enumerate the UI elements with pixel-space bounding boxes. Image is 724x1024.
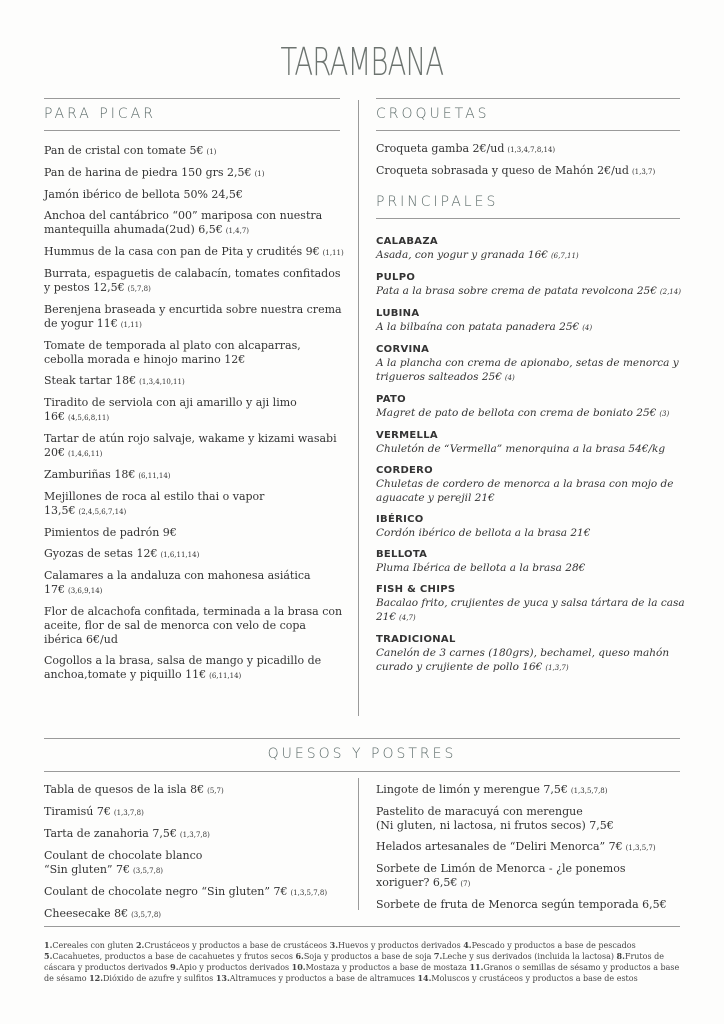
dish — [376, 308, 686, 335]
postres-right-list — [376, 783, 680, 919]
item-text: Tarta de zanahoria 7,5€ — [44, 827, 177, 840]
allergen-name: Moluscos y crustáceos y productos a base de estos — [431, 974, 638, 983]
item-text: “Sin gluten” 7€ — [44, 863, 131, 876]
dish-description — [376, 284, 686, 299]
item-text: Croqueta sobrasada y queso de Mahón 2€/ud — [376, 164, 629, 177]
allergen-codes: (1,4,6,11) — [68, 450, 103, 458]
allergen-codes: (1,11) — [120, 321, 142, 329]
column-divider — [358, 100, 359, 716]
allergen-name: Huevos y productos derivados — [338, 941, 464, 950]
dish — [376, 465, 686, 505]
dish — [376, 430, 686, 456]
item-text: Tiradito de serviola con aji amarillo y aji limo 16€ — [44, 396, 297, 423]
allergen-codes: (1,3,4,7,8,14) — [507, 146, 556, 154]
allergen-legend — [44, 940, 684, 984]
allergen-codes: (7) — [460, 880, 471, 888]
item-text: Pimientos de padrón 9€ — [44, 526, 177, 539]
dish — [376, 394, 686, 421]
menu-item — [44, 144, 344, 159]
allergen-number: 14. — [417, 973, 432, 983]
dish-description — [376, 248, 686, 263]
menu-item — [44, 526, 344, 540]
divider — [44, 98, 340, 99]
item-text: Tomate de temporada al plato con alcaparras, cebolla morada e hinojo marino 12€ — [44, 339, 301, 366]
menu-item — [44, 547, 344, 562]
dish — [376, 634, 686, 675]
dish-description — [376, 356, 686, 385]
allergen-number: 13. — [215, 973, 230, 983]
dish-description — [376, 646, 686, 675]
menu-item — [44, 783, 344, 798]
menu-item — [376, 862, 680, 891]
dish-text: Bacalao frito, crujientes de yuca y salsa tártara de la casa 21€ — [376, 597, 685, 623]
item-text: Anchoa del cantábrico “00” mariposa con nuestra mantequilla ahumada(2ud) 6,5€ — [44, 209, 323, 236]
item-text: Sorbete de fruta de Menorca según temporada 6,5€ — [376, 898, 667, 911]
dish-description — [376, 442, 686, 456]
allergen-codes: (1,3,7) — [545, 664, 569, 672]
menu-item — [44, 188, 344, 202]
menu-item — [44, 468, 344, 483]
principales-list — [376, 236, 686, 684]
divider — [376, 130, 680, 131]
menu-item — [376, 783, 680, 798]
dish — [376, 514, 686, 540]
dish-name: LUBINA — [376, 308, 420, 319]
allergen-number: 3. — [329, 940, 339, 950]
allergen-codes: (4) — [504, 374, 515, 382]
item-text: Cheesecake 8€ — [44, 907, 129, 920]
allergen-number: 9. — [170, 962, 179, 972]
menu-item — [376, 142, 684, 157]
allergen-number: 5. — [44, 951, 53, 961]
menu-item — [44, 827, 344, 842]
allergen-codes: (3,5,7,8) — [133, 867, 163, 875]
item-text: Jamón ibérico de bellota 50% 24,5€ — [44, 188, 243, 201]
divider — [44, 771, 680, 772]
item-text: Steak tartar 18€ — [44, 374, 137, 387]
dish-text: A la plancha con crema de apionabo, setas de menorca y trigueros salteados 25€ — [376, 357, 679, 383]
para-picar-list — [44, 144, 344, 690]
allergen-number: 12. — [89, 973, 103, 983]
croquetas-list — [376, 142, 684, 186]
allergen-number: 8. — [616, 951, 625, 961]
allergen-name: Cereales con gluten — [52, 941, 136, 950]
item-text: Flor de alcachofa confitada, terminada a la brasa con aceite, flor de sal de menorca con velo de copa ibérica 6€/ud — [44, 605, 343, 646]
allergen-codes: (1) — [206, 148, 217, 156]
item-text: Pan de harina de piedra 150 grs 2,5€ — [44, 166, 252, 179]
allergen-codes: (1,3,7,8) — [179, 831, 210, 839]
dish-text: Cordón ibérico de bellota a la brasa 21€ — [376, 527, 591, 539]
menu-item — [44, 396, 344, 425]
menu-item — [44, 374, 344, 389]
allergen-codes: (4,7) — [399, 614, 416, 622]
dish-name: CALABAZA — [376, 236, 438, 247]
allergen-codes: (3,5,7,8) — [131, 911, 162, 919]
allergen-number: 4. — [463, 940, 472, 950]
menu-item — [44, 339, 344, 367]
allergen-number: 10. — [291, 962, 306, 972]
menu-item — [44, 605, 344, 647]
menu-item — [44, 303, 344, 332]
allergen-codes: (1,3,7,8) — [113, 809, 144, 817]
dish-name: IBÉRICO — [376, 514, 424, 525]
dish-text: Pata a la brasa sobre crema de patata revolcona 25€ — [376, 285, 657, 297]
dish-description — [376, 526, 686, 540]
item-text: (Ni gluten, ni lactosa, ni frutos secos) 7,5€ — [376, 819, 614, 832]
menu-item — [376, 164, 684, 179]
divider — [44, 130, 340, 131]
postres-left-list — [44, 783, 344, 929]
menu-item — [44, 209, 344, 238]
item-text: Hummus de la casa con pan de Pita y crudités 9€ — [44, 245, 320, 258]
menu-item — [44, 907, 344, 922]
dish-text: Magret de pato de bellota con crema de boniato 25€ — [376, 407, 657, 419]
divider — [44, 926, 680, 927]
item-text: Burrata, espaguetis de calabacín, tomates confitados y pestos 12,5€ — [44, 267, 341, 294]
column-divider — [358, 778, 359, 910]
allergen-codes: (1,3,5,7,8) — [570, 787, 608, 795]
dish-text: Chuletón de “Vermella” menorquina a la brasa 54€/kg — [376, 443, 666, 455]
dish-text: Asada, con yogur y granada 16€ — [376, 249, 548, 261]
dish — [376, 344, 686, 385]
menu-item — [376, 898, 680, 912]
dish-description — [376, 596, 686, 625]
allergen-codes: (2,4,5,6,7,14) — [78, 508, 127, 516]
item-text: Calamares a la andaluza con mahonesa asiática 17€ — [44, 569, 311, 596]
dish-text: Pluma Ibérica de bellota a la brasa 28€ — [376, 562, 586, 574]
allergen-name: Soja y productos a base de soja — [303, 952, 434, 961]
menu-item — [44, 245, 344, 260]
dish-name: FISH & CHIPS — [376, 584, 456, 595]
dish-name: CORDERO — [376, 465, 433, 476]
dish-description — [376, 320, 686, 335]
allergen-codes: (6,11,14) — [138, 472, 171, 480]
item-text: Mejillones de roca al estilo thai o vapor 13,5€ — [44, 490, 265, 517]
dish — [376, 584, 686, 625]
allergen-number: 2. — [135, 940, 145, 950]
item-text: Coulant de chocolate negro “Sin gluten” 7€ — [44, 885, 288, 898]
dish-name: TRADICIONAL — [376, 634, 456, 645]
allergen-codes: (1,6,11,14) — [160, 551, 200, 559]
allergen-name: Mostaza y productos a base de mostaza — [305, 963, 470, 972]
section-title-principales: PRINCIPALES — [376, 194, 499, 210]
menu-item — [44, 432, 344, 461]
dish-text: A la bilbaína con patata panadera 25€ — [376, 321, 580, 333]
allergen-number: 1. — [44, 940, 53, 950]
item-text: Croqueta gamba 2€/ud — [376, 142, 505, 155]
dish — [376, 236, 686, 263]
allergen-codes: (3,6,9,14) — [68, 587, 103, 595]
allergen-codes: (3) — [659, 410, 670, 418]
divider — [44, 738, 680, 739]
menu-item — [44, 654, 344, 683]
allergen-number: 7. — [433, 951, 443, 961]
allergen-codes: (1,11) — [322, 249, 344, 257]
dish-name: PULPO — [376, 272, 416, 283]
menu-item — [44, 849, 344, 878]
allergen-name: Apio y productos derivados — [178, 963, 292, 972]
section-title-quesos-y-postres: QUESOS Y POSTRES — [267, 746, 457, 762]
dish-name: CORVINA — [376, 344, 430, 355]
divider — [376, 98, 680, 99]
menu-item — [376, 805, 680, 833]
allergen-codes: (1,4,7) — [225, 227, 250, 235]
menu-item — [44, 885, 344, 900]
item-text: Berenjena braseada y encurtida sobre nuestra crema de yogur 11€ — [44, 303, 342, 330]
allergen-number: 11. — [469, 962, 484, 972]
allergen-name: Granos o semillas de sésamo y productos a base de sésamo — [44, 963, 680, 983]
dish-description — [376, 477, 686, 505]
dish — [376, 549, 686, 575]
dish-description — [376, 561, 686, 575]
menu-item — [44, 166, 344, 181]
item-text: Tartar de atún rojo salvaje, wakame y kizami wasabi 20€ — [44, 432, 337, 459]
item-text: Zamburiñas 18€ — [44, 468, 136, 481]
allergen-name: Frutos de cáscara y productos derivados — [44, 952, 664, 972]
item-text: Coulant de chocolate blanco — [44, 849, 203, 862]
divider — [376, 218, 680, 219]
allergen-codes: (1,3,7) — [631, 168, 656, 176]
allergen-name: Pescado y productos a base de pescados — [471, 941, 636, 950]
item-text: Gyozas de setas 12€ — [44, 547, 158, 560]
dish-name: PATO — [376, 394, 406, 405]
dish-name: BELLOTA — [376, 549, 428, 560]
section-title-croquetas: CROQUETAS — [376, 106, 490, 122]
item-text: Pastelito de maracuyá con merengue — [376, 805, 583, 818]
allergen-name: Altramuces y productos a base de altramuces — [229, 974, 418, 983]
dish — [376, 272, 686, 299]
item-text: Cogollos a la brasa, salsa de mango y picadillo de anchoa,tomate y piquillo 11€ — [44, 654, 322, 681]
allergen-codes: (6,11,14) — [209, 672, 242, 680]
menu-item — [44, 569, 344, 598]
item-text: Pan de cristal con tomate 5€ — [44, 144, 204, 157]
allergen-codes: (1,3,4,10,11) — [139, 378, 185, 386]
allergen-name: Crustáceos y productos a base de crustáceos — [144, 941, 330, 950]
item-text: Helados artesanales de “Deliri Menorca” 7€ — [376, 840, 623, 853]
item-text: Lingote de limón y merengue 7,5€ — [376, 783, 568, 796]
menu-item — [376, 840, 680, 855]
allergen-codes: (1,3,5,7,8) — [290, 889, 328, 897]
allergen-name: Cacahuetes, productos a base de cacahuetes y frutos secos — [52, 952, 296, 961]
item-text: Tabla de quesos de la isla 8€ — [44, 783, 205, 796]
menu-item — [44, 490, 344, 519]
menu-item — [44, 267, 344, 296]
dish-text: Chuletas de cordero de menorca a la brasa con mojo de aguacate y perejil 21€ — [376, 478, 674, 504]
menu-item — [44, 805, 344, 820]
allergen-number: 6. — [295, 951, 304, 961]
dish-text: Canelón de 3 carnes (180grs), bechamel, queso mahón curado y crujiente de pollo 16€ — [376, 647, 670, 673]
allergen-codes: (5,7,8) — [127, 285, 151, 293]
allergen-codes: (4,5,6,8,11) — [68, 414, 110, 422]
dish-description — [376, 406, 686, 421]
section-title-para-picar: PARA PICAR — [44, 106, 156, 122]
allergen-name: Leche y sus derivados (incluida la lactosa) — [442, 952, 617, 961]
allergen-codes: (1) — [254, 170, 265, 178]
allergen-codes: (2,14) — [659, 288, 681, 296]
restaurant-title: TARAMBANA — [280, 40, 444, 84]
allergen-codes: (4) — [582, 324, 593, 332]
allergen-codes: (6,7,11) — [550, 252, 579, 260]
allergen-codes: (1,3,5,7) — [625, 844, 656, 852]
item-text: Tiramisú 7€ — [44, 805, 111, 818]
allergen-name: Dióxido de azufre y sulfitos — [102, 974, 216, 983]
dish-name: VERMELLA — [376, 430, 438, 441]
allergen-codes: (5,7) — [207, 787, 224, 795]
item-text: Sorbete de Limón de Menorca - ¿le ponemos xoriguer? 6,5€ — [376, 862, 626, 889]
